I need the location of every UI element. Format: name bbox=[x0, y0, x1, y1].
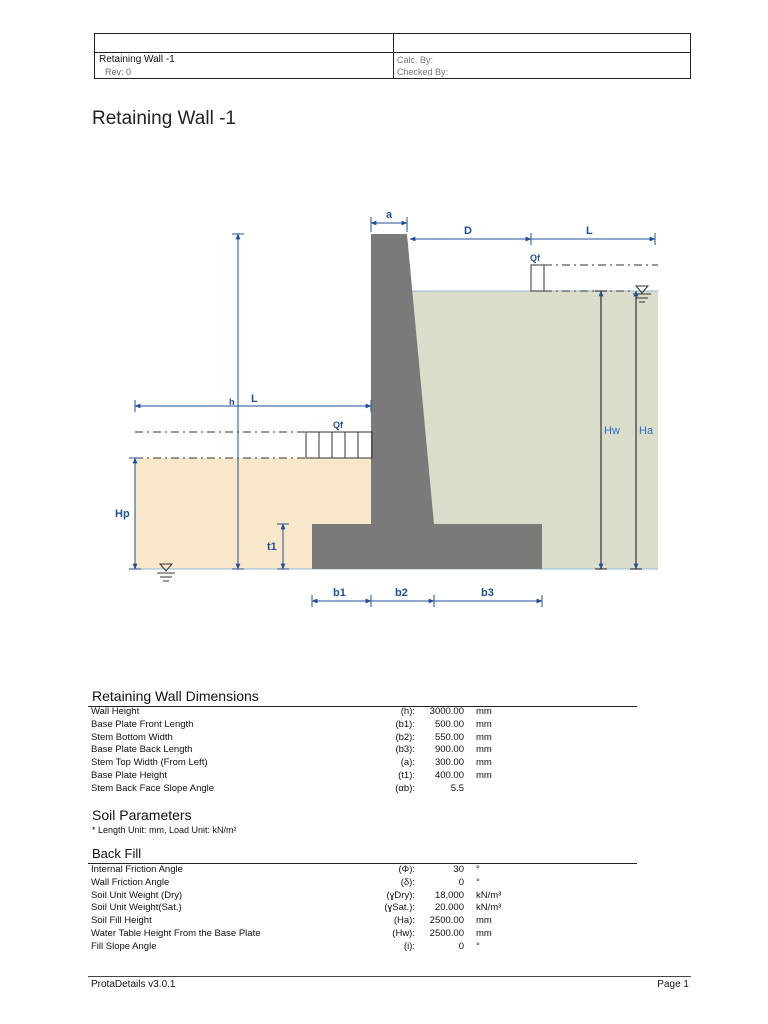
label-b3: b3 bbox=[481, 587, 494, 599]
table-row: Internal Friction Angle (Φ): 30 ° bbox=[91, 864, 480, 875]
footer-software: ProtaDetails v3.0.1 bbox=[91, 979, 176, 990]
unit-note: * Length Unit: mm, Load Unit: kN/m² bbox=[92, 825, 237, 835]
table-row: Water Table Height From the Base Plate (Hw): 2500.00 mm bbox=[91, 927, 492, 939]
label-D: D bbox=[464, 225, 472, 237]
table-row: Stem Back Face Slope Angle (αb): 5.5 bbox=[91, 782, 464, 794]
front-surcharge-box bbox=[306, 432, 372, 458]
table-row: Base Plate Height (t1): 400.00 mm bbox=[91, 769, 492, 781]
header-wall-name: Retaining Wall -1 bbox=[99, 54, 175, 65]
label-a: a bbox=[386, 209, 393, 221]
table-row: Soil Unit Weight(Sat.) (ɣSat.): 20.000 kN/m³ bbox=[91, 902, 502, 914]
header-rev: Rev: 0 bbox=[105, 67, 132, 77]
table-row: Base Plate Back Length (b3): 900.00 mm bbox=[91, 744, 492, 756]
label-b2: b2 bbox=[395, 587, 408, 599]
back-surcharge-box bbox=[531, 265, 544, 291]
table-row: Fill Slope Angle (i): 0 ° bbox=[91, 940, 480, 952]
footer-page-number: Page 1 bbox=[657, 979, 689, 990]
table-row: Stem Top Width (From Left) (a): 300.00 mm bbox=[91, 757, 492, 769]
table-row: Wall Height (h): 3000.00 mm bbox=[91, 706, 492, 717]
backfill-table bbox=[91, 864, 651, 954]
label-Qf-back: Qf bbox=[530, 253, 540, 263]
label-t1: t1 bbox=[267, 541, 277, 553]
backfill-section-title: Back Fill bbox=[92, 846, 142, 861]
label-L-left: L bbox=[251, 393, 258, 405]
table-row: Wall Friction Angle (δ): 0 ° bbox=[91, 876, 480, 888]
dimensions-table bbox=[91, 706, 651, 796]
header-calc-by: Calc. By: bbox=[397, 55, 434, 65]
dimensions-section-title: Retaining Wall Dimensions bbox=[92, 688, 259, 704]
soil-section-title: Soil Parameters bbox=[92, 807, 192, 823]
label-Qf-front: Qf bbox=[333, 420, 343, 430]
page-title: Retaining Wall -1 bbox=[92, 108, 236, 129]
table-row: Soil Unit Weight (Dry) (ɣDry): 18.000 kN/m³ bbox=[91, 889, 502, 901]
label-h: h bbox=[229, 397, 235, 407]
table-row: Soil Fill Height (Ha): 2500.00 mm bbox=[91, 915, 492, 927]
header-checked-by: Checked By: bbox=[397, 67, 449, 77]
label-L-top: L bbox=[586, 225, 593, 237]
wall-base-plate bbox=[312, 524, 542, 569]
label-Hw: Hw bbox=[604, 425, 620, 437]
label-b1: b1 bbox=[333, 587, 346, 599]
table-row: Stem Bottom Width (b2): 550.00 mm bbox=[91, 731, 492, 743]
table-row: Base Plate Front Length (b1): 500.00 mm bbox=[91, 718, 492, 730]
label-Ha: Ha bbox=[639, 425, 654, 437]
label-Hp: Hp bbox=[115, 508, 130, 520]
footer-rule bbox=[88, 976, 691, 977]
